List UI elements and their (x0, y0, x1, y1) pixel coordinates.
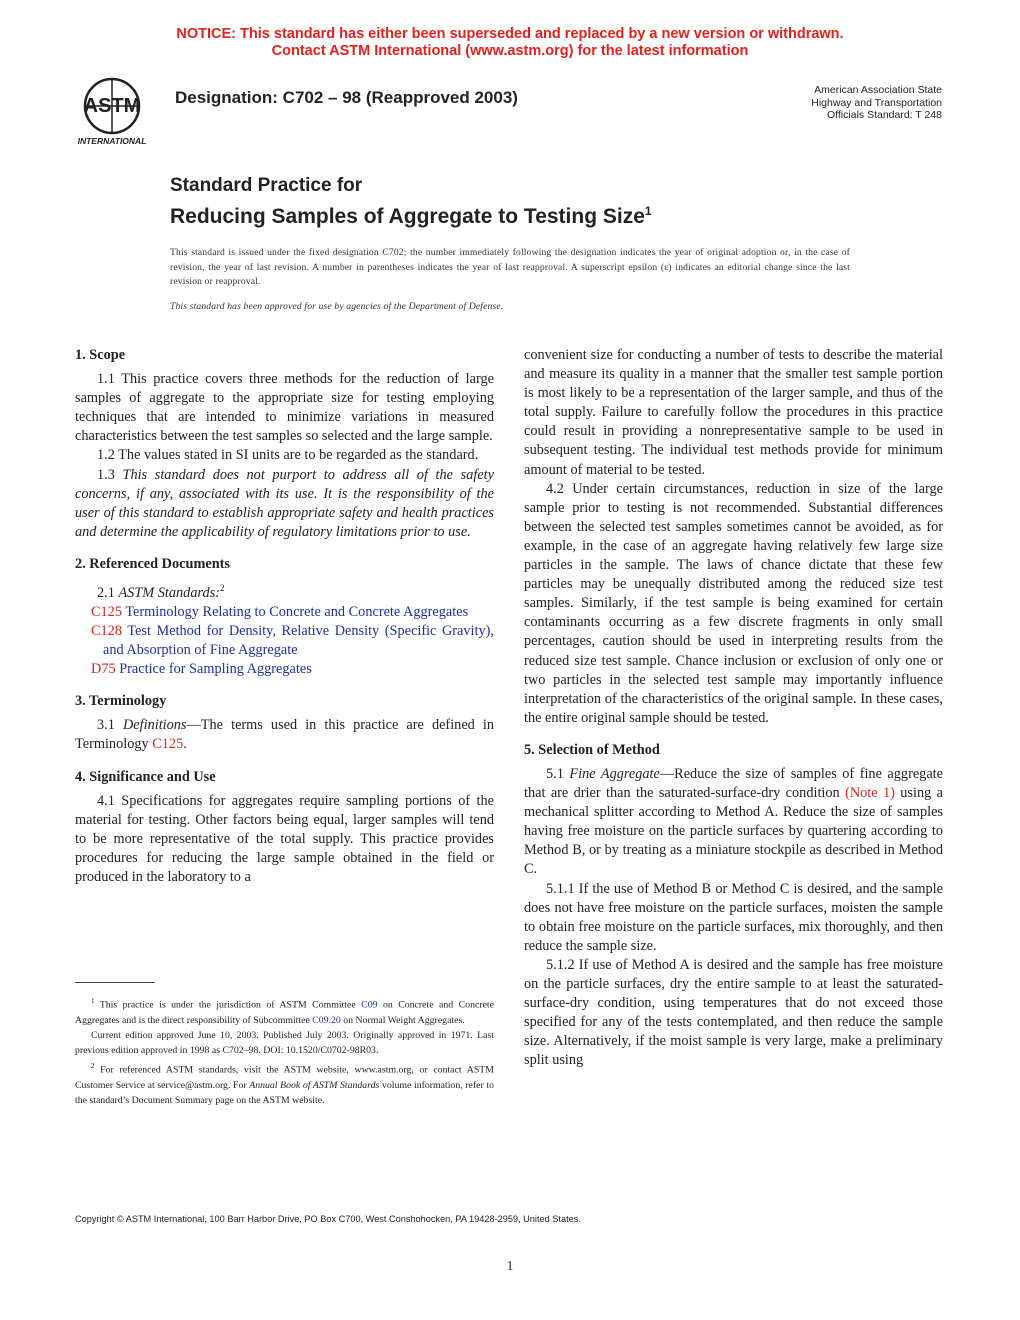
astm-logo-icon (72, 76, 162, 148)
ref-title-link[interactable]: Test Method for Density, Relative Density (Specific Gravity), and Absorption of Fine Aggregate (103, 622, 494, 659)
notice-line-1: NOTICE: This standard has either been superseded and replaced by a new version or withdrawn. (176, 26, 844, 42)
selection-5-1: 5.1 Fine Aggregate—Reduce the size of samples of fine aggregate that are drier than the saturated-surface-dry condition (Note 1) using a mechanical splitter according to Method A. Reduce the size of samples having free moisture on the particle surfaces by quartering according to Method B, or by treating as a miniature stockpile as described in Method C. (524, 765, 943, 878)
section-heading-terminology: 3. Terminology (75, 693, 167, 710)
selection-5-1-2: 5.1.2 If use of Method A is desired and the sample has free moisture on the particle surfaces, dry the entire sample to at least the saturated-surface-dry condition, using temperatures that do not exceed those specified for any of the tests contemplated, and then reduce the sample size. Alternatively, if the moist sample is very large, make a preliminary split using (524, 956, 943, 1069)
footnote-divider (75, 982, 155, 983)
ref-code-link[interactable]: C128 (91, 622, 122, 639)
section-heading-selection: 5. Selection of Method (524, 741, 660, 758)
ref-title-link[interactable]: Terminology Relating to Concrete and Concrete Aggregates (125, 603, 469, 620)
aashto-line-3: Officials Standard: T 248 (827, 109, 942, 121)
significance-4-2: 4.2 Under certain circumstances, reduction in size of the large sample prior to testing is not recommended. Substantial differences between the selected test samples sometimes cannot be avoided, as for example, in the case of an aggregate having relatively few large size particles in the sample. The laws of chance dictate that these few particles may be unequally distributed among the reduced size test samples. Similarly, if the test sample is being examined for certain contaminants occurring as a few discrete fragments in only small percentages, caution should be used in interpreting results from the reduced size test sample. Chance inclusion or exclusion of only one or two particles in the selected test sample may importantly influence interpretation of the characteristics of the original sample. In these cases, the entire original sample should be tested. (524, 480, 943, 726)
issued-note: This standard is issued under the fixed designation C702; the number immediately following the designation indicates the year of original adoption or, in the case of revision, the year of last revision. A number in parentheses indicates the year of last reapproval. A superscript epsilon (ε) indicates an editorial change since the last revision or reapproval. (170, 247, 850, 287)
selection-5-1-1: 5.1.1 If the use of Method B or Method C is desired, and the sample does not have free moisture on the particle surfaces, moisten the sample to obtain free moisture on the particle surfaces, mix thoroughly, and then reduce the sample size. (524, 880, 943, 954)
page-number: 1 (506, 1259, 514, 1274)
terminology-c125-link[interactable]: C125 (152, 736, 184, 753)
title-footnote-mark: 1 (644, 204, 652, 218)
significance-4-1-continued: convenient size for conducting a number of tests to describe the material and measure its quality in a manner that the smaller test sample portion is most likely to be a representation of the larger sample, and thus of the total supply. Failure to carefully follow the procedures in this practice could result in providing a nonrepresentative sample to be used in subsequent testing. The individual test methods provide for minimum amount of material to be tested. (524, 347, 943, 478)
section-heading-scope: 1. Scope (75, 347, 126, 363)
scope-1-2: 1.2 The values stated in SI units are to be regarded as the standard. (97, 447, 479, 464)
logo-subtext: INTERNATIONAL (77, 136, 147, 146)
footnote-1-edition: Current edition approved June 10, 2003. Published July 2003. Originally approved in 1971. Last previous edition approved in 1998 as C702–98. DOI: 10.1520/C0702-98R03. (75, 1030, 494, 1057)
subcommittee-c09-20-link[interactable]: C09.20 (312, 1014, 341, 1026)
document-title (170, 174, 652, 230)
right-column (524, 346, 943, 1070)
refdocs-2-1: 2.1 ASTM Standards:$^2$ (97, 583, 225, 601)
scope-1-1: 1.1 This practice covers three methods for the reduction of large samples of aggregate to the appropriate size for testing employing techniques that are intended to minimize variations in measured characteristics between the test samples so selected and the large sample. (75, 371, 494, 445)
ref-item[interactable] (75, 603, 494, 622)
title-line-1: Standard Practice for (170, 175, 363, 196)
footnotes (75, 994, 494, 1108)
notice-line-2: Contact ASTM International (www.astm.org) for the latest information (271, 42, 749, 59)
footnote-2: $^2$ For referenced ASTM standards, visit the ASTM website, www.astm.org, or contact ASTM Customer Service at service@astm.org. For Annual Book of ASTM Standards volume information, refer to the standard’s Document Summary page on the ASTM website. (75, 1061, 494, 1106)
note-1-link[interactable]: (Note 1) (845, 785, 895, 802)
terminology-3-1: 3.1 Definitions—The terms used in this practice are defined in Terminology C125. (75, 717, 495, 753)
committee-c09-link[interactable]: C09 (361, 999, 378, 1011)
ref-item[interactable] (75, 660, 494, 679)
ref-item[interactable] (75, 622, 494, 660)
left-column (75, 346, 494, 887)
scope-1-3: 1.3 This standard does not purport to address all of the safety concerns, if any, associated with its use. It is the responsibility of the user of this standard to establish appropriate safety and health practices and determine the applicability of regulatory limitations prior to use. (75, 466, 494, 540)
ref-title-link[interactable]: Practice for Sampling Aggregates (119, 661, 312, 678)
section-heading-significance: 4. Significance and Use (75, 768, 216, 785)
designation: Designation: C702 – 98 (Reapproved 2003) (175, 88, 518, 107)
ref-code-link[interactable]: C125 (91, 603, 122, 620)
logo-text: ASTM (83, 95, 141, 117)
copyright: Copyright © ASTM International, 100 Barr Harbor Drive, PO Box C700, West Conshohocken, PA 19428-2959, United States. (75, 1214, 581, 1224)
ref-code-link[interactable]: D75 (91, 661, 116, 678)
title-line-2: Reducing Samples of Aggregate to Testing Size (170, 205, 645, 228)
aashto-line-1: American Association State (814, 84, 942, 96)
aashto-line-2: Highway and Transportation (811, 96, 942, 109)
footnote-1: $^1$ This practice is under the jurisdiction of ASTM Committee C09 on Concrete and Concrete Aggregates and is the direct responsibility of Subcommittee C09.20 on Normal Weight Aggregates. (75, 997, 495, 1026)
section-heading-referenced-documents: 2. Referenced Documents (75, 555, 230, 572)
superseded-notice (0, 26, 1020, 59)
aashto-reference (811, 84, 942, 122)
dod-note: This standard has been approved for use by agencies of the Department of Defense. (170, 301, 504, 312)
significance-4-1: 4.1 Specifications for aggregates require sampling portions of the material for testing. Other factors being equal, larger samples will tend to be more representative of the total supply. This practice provides procedures for reducing the large sample obtained in the field or produced in the laboratory to a (75, 792, 494, 886)
